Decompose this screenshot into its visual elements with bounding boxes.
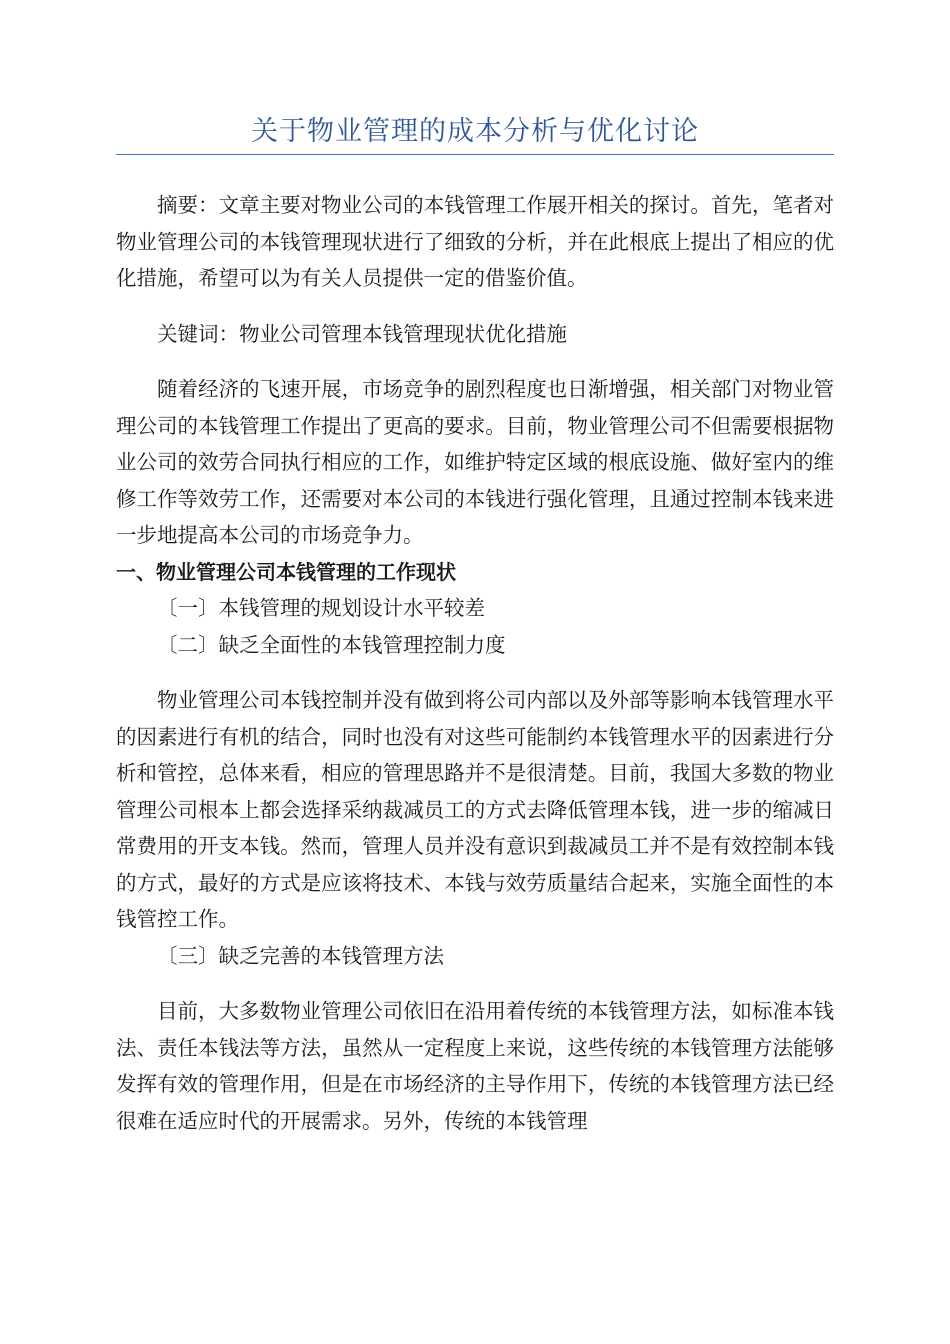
- subheading-3-paragraph: 目前，大多数物业管理公司依旧在沿用着传统的本钱管理方法，如标准本钱法、责任本钱法等方法，虽然从一定程度上来说，这些传统的本钱管理方法能够发挥有效的管理作用，但是在市场经济的主导作用下，传统的本钱管理方法已经很难在适应时代的开展需求。另外，传统的本钱管理: [116, 999, 834, 1133]
- section-heading-1: 一、物业管理公司本钱管理的工作现状: [116, 559, 456, 584]
- document-body: [116, 168, 834, 1139]
- subheading-3: 〔三〕缺乏完善的本钱管理方法: [157, 943, 444, 968]
- subheading-2: 〔二〕缺乏全面性的本钱管理控制力度: [157, 632, 506, 657]
- intro-paragraph: 随着经济的飞速开展，市场竞争的剧烈程度也日渐增强，相关部门对物业管理公司的本钱管理工作提出了更高的要求。目前，物业管理公司不但需要根据物业公司的效劳合同执行相应的工作，如维护特定区域的根底设施、做好室内的维修工作等效劳工作，还需要对本公司的本钱进行强化管理，且通过控制本钱来进一步地提高本公司的市场竞争力。: [116, 377, 834, 547]
- keywords-paragraph: 关键词：物业公司管理本钱管理现状优化措施: [157, 321, 567, 346]
- subheading-1: 〔一〕本钱管理的规划设计水平较差: [157, 596, 485, 620]
- document-title: 关于物业管理的成本分析与优化讨论: [251, 116, 699, 147]
- title-underline: [116, 154, 834, 155]
- subheading-2-paragraph: 物业管理公司本钱控制并没有做到将公司内部以及外部等影响本钱管理水平的因素进行有机的结合，同时也没有对这些可能制约本钱管理水平的因素进行分析和管控，总体来看，相应的管理思路并不是很清楚。目前，我国大多数的物业管理公司根本上都会选择采纳裁减员工的方式去降低管理本钱，进一步的缩减日常费用的开支本钱。然而，管理人员并没有意识到裁减员工并不是有效控制本钱的方式，最好的方式是应该将技术、本钱与效劳质量结合起来，实施全面性的本钱管控工作。: [116, 688, 834, 931]
- abstract-paragraph: 摘要：文章主要对物业公司的本钱管理工作展开相关的探讨。首先，笔者对物业管理公司的本钱管理现状进行了细致的分析，并在此根底上提出了相应的优化措施，希望可以为有关人员提供一定的借鉴价值。: [116, 193, 834, 290]
